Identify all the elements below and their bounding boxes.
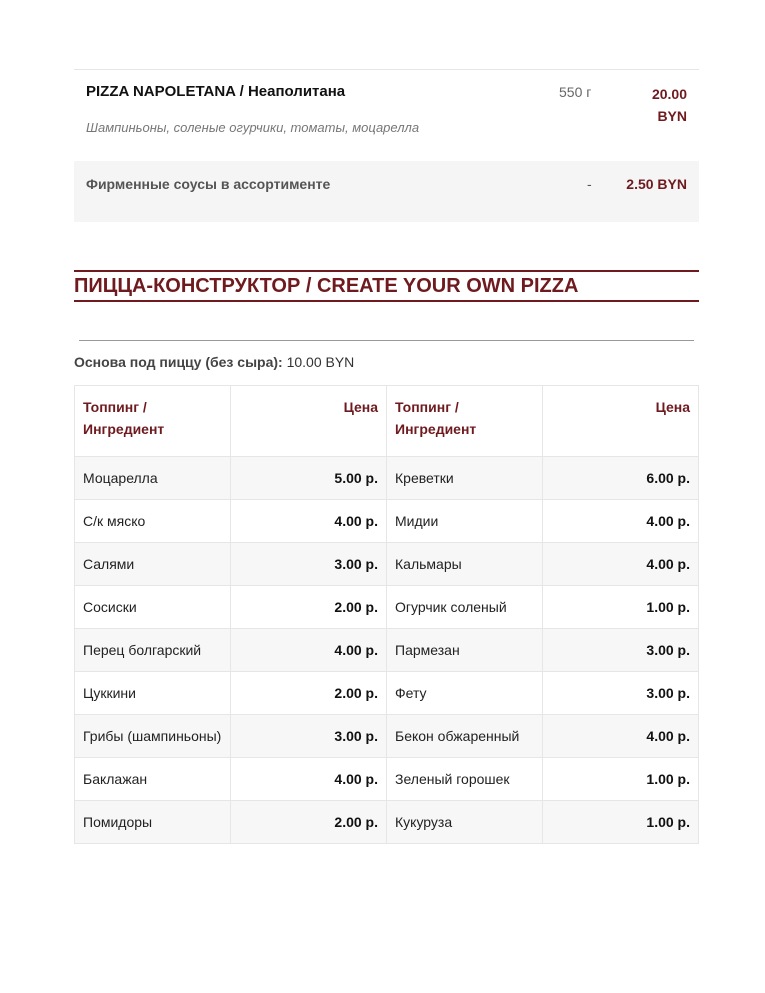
topping-price: 4.00 р. xyxy=(231,500,387,543)
topping-price: 1.00 р. xyxy=(543,586,699,629)
topping-name: Кальмары xyxy=(387,543,543,586)
table-row xyxy=(75,672,699,715)
topping-price: 4.00 р. xyxy=(543,715,699,758)
table-row xyxy=(75,801,699,844)
sauce-name: Фирменные соусы в ассортименте xyxy=(86,176,331,192)
topping-name: Моцарелла xyxy=(75,457,231,500)
topping-name: С/к мяско xyxy=(75,500,231,543)
topping-name: Пармезан xyxy=(387,629,543,672)
topping-price: 6.00 р. xyxy=(543,457,699,500)
table-row xyxy=(75,457,699,500)
topping-price: 1.00 р. xyxy=(543,801,699,844)
section-title: ПИЦЦА-КОНСТРУКТОР / CREATE YOUR OWN PIZZA xyxy=(74,270,699,302)
header-price-1: Цена xyxy=(231,386,387,457)
topping-name: Креветки xyxy=(387,457,543,500)
topping-name: Баклажан xyxy=(75,758,231,801)
item-weight: 550 г xyxy=(559,84,592,100)
header-topping-1: Топпинг / Ингредиент xyxy=(75,386,231,457)
topping-price: 3.00 р. xyxy=(543,672,699,715)
item-price-currency: BYN xyxy=(657,108,687,124)
table-row xyxy=(75,715,699,758)
topping-price: 4.00 р. xyxy=(231,629,387,672)
toppings-table xyxy=(74,385,699,844)
table-row xyxy=(75,543,699,586)
sauce-row xyxy=(74,161,699,222)
topping-name: Сосиски xyxy=(75,586,231,629)
item-price xyxy=(627,83,687,127)
topping-price: 3.00 р. xyxy=(543,629,699,672)
topping-name: Зеленый горошек xyxy=(387,758,543,801)
topping-price: 5.00 р. xyxy=(231,457,387,500)
base-label: Основа под пиццу (без сыра): xyxy=(74,354,283,370)
topping-name: Салями xyxy=(75,543,231,586)
topping-name: Бекон обжаренный xyxy=(387,715,543,758)
table-row xyxy=(75,586,699,629)
topping-price: 2.00 р. xyxy=(231,672,387,715)
table-row xyxy=(75,758,699,801)
topping-price: 2.00 р. xyxy=(231,586,387,629)
topping-name: Мидии xyxy=(387,500,543,543)
base-price: 10.00 BYN xyxy=(286,354,355,370)
table-row xyxy=(75,629,699,672)
item-price-value: 20.00 xyxy=(651,86,687,102)
topping-price: 2.00 р. xyxy=(231,801,387,844)
table-header-row xyxy=(75,386,699,457)
table-row xyxy=(75,500,699,543)
topping-price: 3.00 р. xyxy=(231,543,387,586)
base-price-line xyxy=(74,354,354,370)
item-name: PIZZA NAPOLETANA / Неаполитана xyxy=(86,83,346,100)
topping-name: Перец болгарский xyxy=(75,629,231,672)
topping-price: 1.00 р. xyxy=(543,758,699,801)
sauce-weight: - xyxy=(587,176,592,192)
topping-name: Помидоры xyxy=(75,801,231,844)
topping-name: Грибы (шампиньоны) xyxy=(75,715,231,758)
topping-name: Цуккини xyxy=(75,672,231,715)
topping-name: Кукуруза xyxy=(387,801,543,844)
item-description: Шампиньоны, соленые огурчики, томаты, моцарелла xyxy=(86,120,420,135)
topping-name: Фету xyxy=(387,672,543,715)
topping-price: 4.00 р. xyxy=(543,500,699,543)
topping-price: 4.00 р. xyxy=(231,758,387,801)
header-price-2: Цена xyxy=(543,386,699,457)
header-topping-2: Топпинг / Ингредиент xyxy=(387,386,543,457)
topping-name: Огурчик соленый xyxy=(387,586,543,629)
topping-price: 4.00 р. xyxy=(543,543,699,586)
divider xyxy=(79,340,694,341)
menu-item-napoletana xyxy=(74,69,699,161)
topping-price: 3.00 р. xyxy=(231,715,387,758)
sauce-price: 2.50 BYN xyxy=(626,176,687,192)
